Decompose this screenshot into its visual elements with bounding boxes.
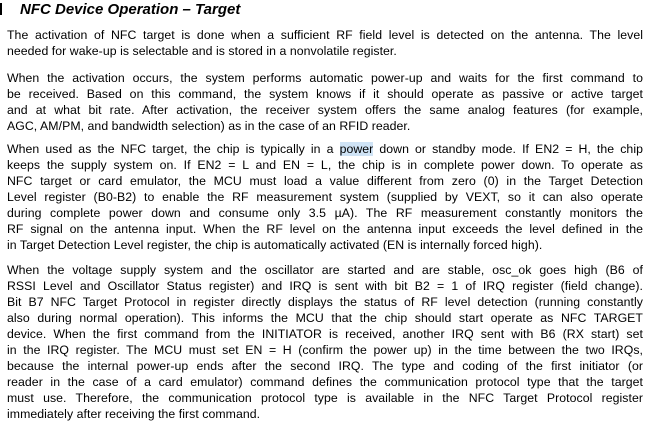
text-line: reader in the case of a card emulator) command defines the communication protocol type that the target xyxy=(7,375,643,389)
text-line: in the IRQ register. The MCU must set EN = H (confirm the power up) in the time between the two IRQs, xyxy=(7,343,643,357)
text-line: also during normal operation). This informs the MCU that the chip should start operate as NFC TARGET xyxy=(7,311,643,325)
text-line: When the voltage supply system and the oscillator are started and are stable, osc_ok goes high (B6 of xyxy=(7,263,643,277)
text-line: be received. Based on this command, the system knows if it should operate as passive or active target xyxy=(7,87,643,101)
paragraph-activation xyxy=(7,27,643,59)
text-line: must use. Therefore, the communication protocol type is available in the NFC Target Protocol register xyxy=(7,391,643,405)
text-line: AGC, AM/PM, and bandwidth selection) as in the case of an RFID reader. xyxy=(7,119,411,133)
text-line: during complete power down and consume only 3.5 µA). The RF measurement constantly monitors the xyxy=(7,206,643,220)
text-line: Bit B7 NFC Target Protocol in register directly displays the status of RF level detection (running constantly xyxy=(7,295,643,309)
text-line: in Target Detection Level register, the chip is automatically activated (EN is internally forced high). xyxy=(7,238,543,252)
heading-marker xyxy=(0,3,2,15)
text-line: RSSI Level and Oscillator Status register) and IRQ is sent with bit B2 = 1 of IRQ register (field change). xyxy=(7,279,643,293)
text-line: RF signal on the antenna input. When the RF level on the antenna input exceeds the level defined in the xyxy=(7,222,643,236)
text-line: NFC target or card emulator, the MCU must load a value different from zero (0) in the Target Detection xyxy=(7,174,643,188)
text-line: device. When the first command from the INITIATOR is received, another IRQ sent with B6 (RX start) set xyxy=(7,327,643,341)
text-line: The activation of NFC target is done when a sufficient RF field level is detected on the antenna. The level xyxy=(7,28,643,42)
text-line: keeps the supply system on. If EN2 = L and EN = L, the chip is in complete power down. To operate as xyxy=(7,158,643,172)
text-line: immediately after receiving the first command. xyxy=(7,407,261,421)
text-line xyxy=(7,141,643,157)
text-line: and at what bit rate. After activation, the receiver system offers the same analog features (for example, xyxy=(7,103,643,117)
selected-text[interactable]: power xyxy=(339,142,374,156)
text-segment: When used as the NFC target, the chip is typically in a xyxy=(7,142,340,156)
text-line: needed for wake-up is selectable and is stored in a nonvolatile register. xyxy=(7,44,397,58)
section-heading: NFC Device Operation – Target xyxy=(20,1,241,18)
text-line: because the internal power-up ends after the second IRQ. The type and coding of the first initiator (or xyxy=(7,359,643,373)
text-line: Level register (B0-B2) to enable the RF measurement system (supplied by VEXT, so it can also operate xyxy=(7,190,643,204)
paragraph-power-up xyxy=(7,70,643,134)
paragraph-irq-sequence xyxy=(7,262,643,422)
paragraph-nfc-target-mode xyxy=(7,141,643,253)
text-segment: down or standby mode. If EN2 = H, the chip xyxy=(373,142,643,156)
text-line: When the activation occurs, the system performs automatic power-up and waits for the first command to xyxy=(7,71,643,85)
